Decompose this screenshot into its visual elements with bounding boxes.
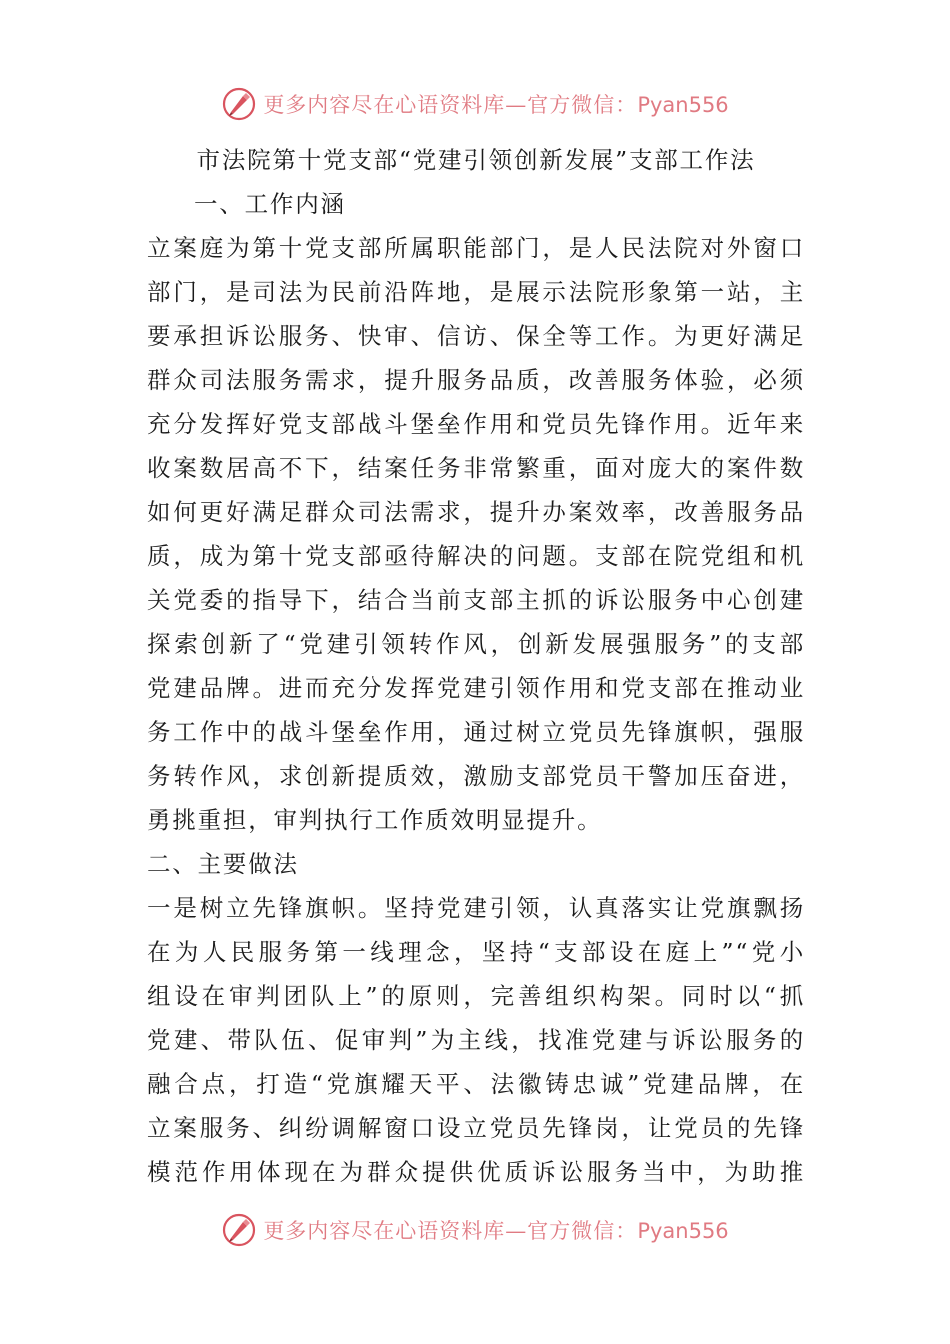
paragraph-line: 如何更好满足群众司法需求，提升办案效率，改善服务品 [147,498,805,526]
paragraph-line: 要承担诉讼服务、快审、信访、保全等工作。为更好满足 [147,322,805,350]
paragraph-line: 关党委的指导下，结合当前支部主抓的诉讼服务中心创建 [147,586,805,614]
section-heading-2: 二、主要做法 [147,850,299,878]
section-2-paragraph [147,886,805,1194]
paragraph-line: 质，成为第十党支部亟待解决的问题。支部在院党组和机 [147,542,805,570]
paragraph-line: 群众司法服务需求，提升服务品质，改善服务体验，必须 [147,366,805,394]
paragraph-line: 务工作中的战斗堡垒作用，通过树立党员先锋旗帜，强服 [147,718,805,746]
paragraph-line: 组设在审判团队上”的原则，完善组织构架。同时以“抓 [147,982,805,1010]
paragraph-line: 立案服务、纠纷调解窗口设立党员先锋岗，让党员的先锋 [147,1114,805,1142]
paragraph-line: 党建品牌。进而充分发挥党建引领作用和党支部在推动业 [147,674,805,702]
watermark-footer [0,1208,950,1252]
paragraph-line: 一是树立先锋旗帜。坚持党建引领，认真落实让党旗飘扬 [147,894,805,922]
watermark-text: 更多内容尽在心语资料库—官方微信：Pyan556 [263,1219,729,1243]
paragraph-line: 部门，是司法为民前沿阵地，是展示法院形象第一站，主 [147,278,805,306]
paragraph-line: 党建、带队伍、促审判”为主线，找准党建与诉讼服务的 [147,1026,805,1054]
paragraph-line: 勇挑重担，审判执行工作质效明显提升。 [147,806,603,834]
paragraph-line: 收案数居高不下，结案任务非常繁重，面对庞大的案件数 [147,454,805,482]
paragraph-line: 模范作用体现在为群众提供优质诉讼服务当中，为助推 [147,1158,805,1186]
paragraph-line: 充分发挥好党支部战斗堡垒作用和党员先锋作用。近年来 [147,410,805,438]
pen-nib-icon [221,1212,257,1248]
watermark-header [0,82,950,126]
paragraph-line: 在为人民服务第一线理念，坚持“支部设在庭上”“党小 [147,938,805,966]
paragraph-line: 探索创新了“党建引领转作风，创新发展强服务”的支部 [147,630,805,658]
pen-nib-icon [221,86,257,122]
section-1-paragraph [147,226,805,842]
section-heading-1: 一、工作内涵 [194,190,346,218]
watermark-text: 更多内容尽在心语资料库—官方微信：Pyan556 [263,93,729,117]
paragraph-line: 立案庭为第十党支部所属职能部门，是人民法院对外窗口 [147,234,805,262]
document-title: 市法院第十党支部“党建引领创新发展”支部工作法 [196,146,756,174]
document-body [147,138,805,1194]
paragraph-line: 融合点，打造“党旗耀天平、法徽铸忠诚”党建品牌，在 [147,1070,805,1098]
paragraph-line: 务转作风，求创新提质效，激励支部党员干警加压奋进， [147,762,805,790]
